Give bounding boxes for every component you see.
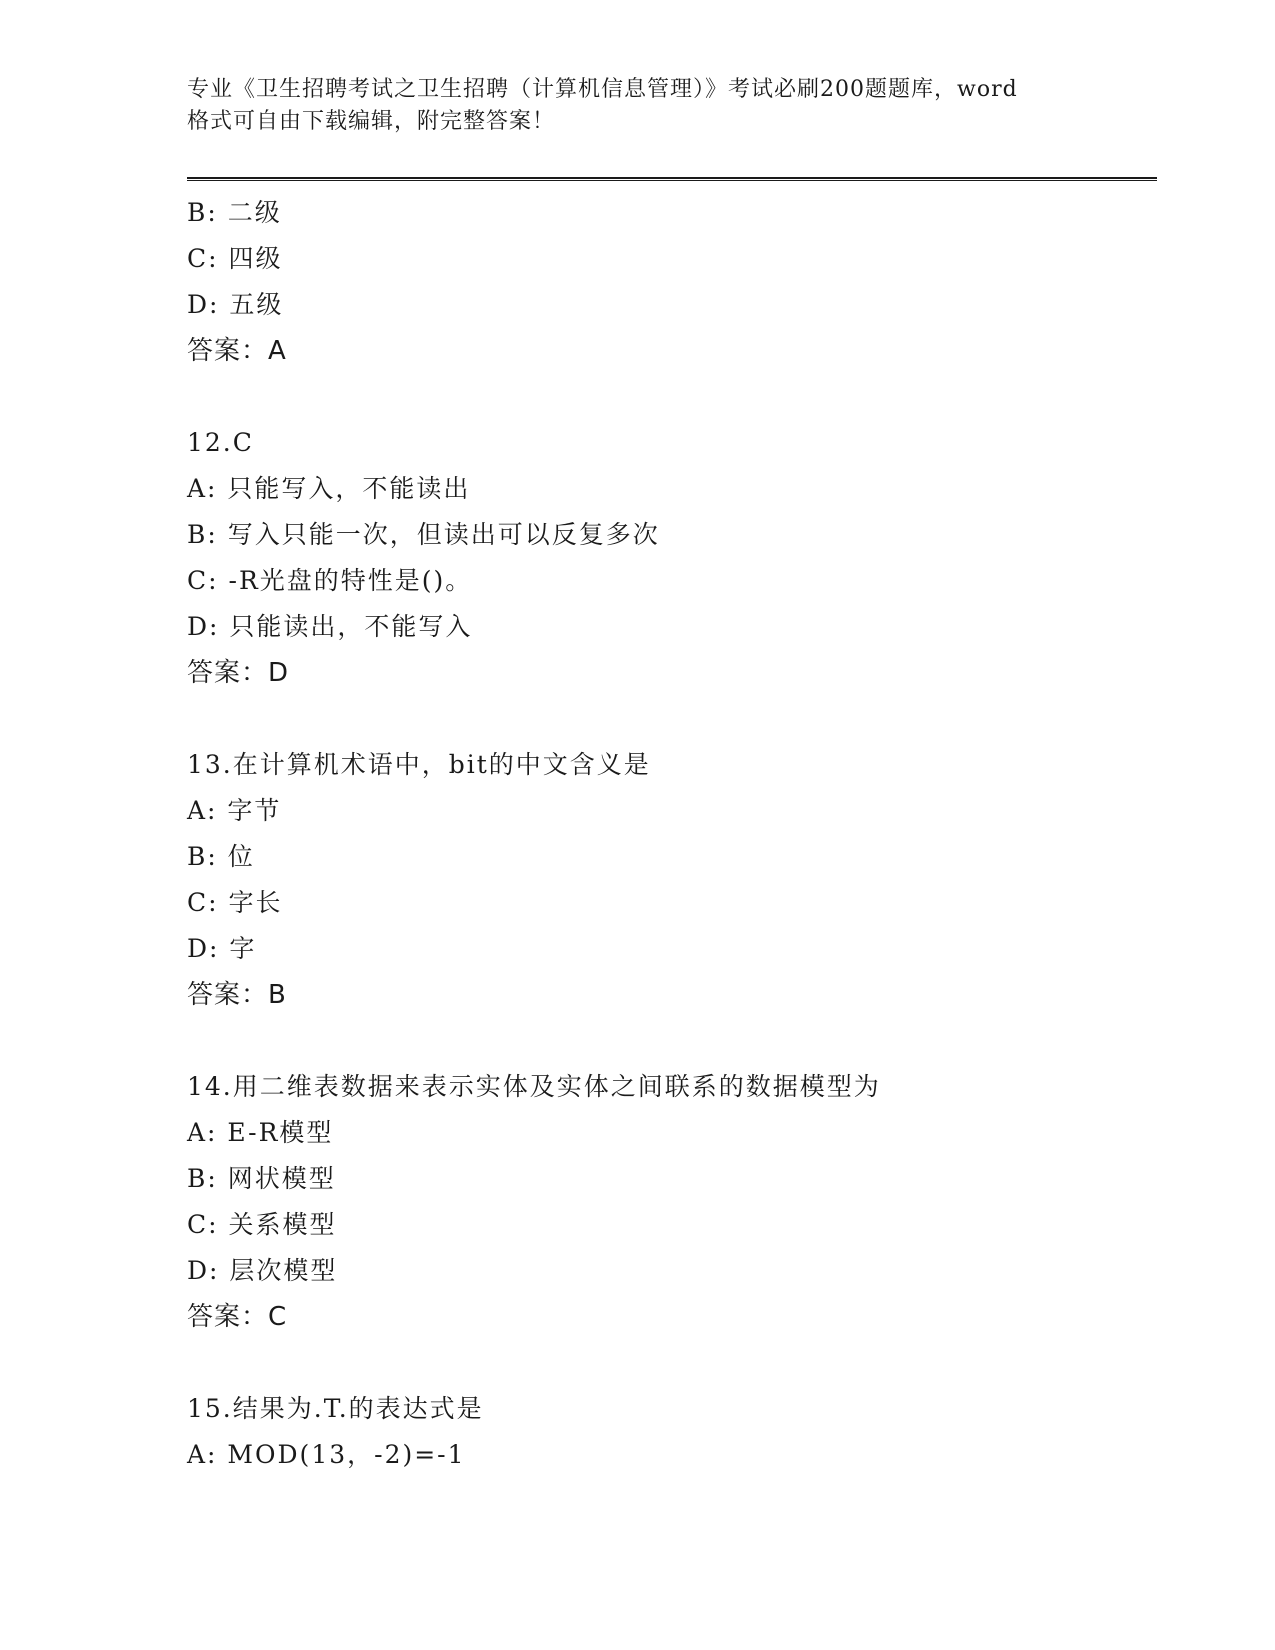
question-11-continued [187, 190, 1157, 374]
option-d: D: 只能读出，不能写入 [187, 612, 473, 641]
option-a: A: 只能写入，不能读出 [187, 474, 471, 503]
spacer [187, 696, 1157, 742]
option-d: D: 五级 [187, 290, 284, 319]
option-b: B: 二级 [187, 198, 282, 227]
spacer [187, 1018, 1157, 1064]
header-title-line-1: 专业《卫生招聘考试之卫生招聘（计算机信息管理）》考试必刷200题题库，word [187, 77, 1018, 102]
option-b: B: 网状模型 [187, 1164, 336, 1193]
question-title: 13.在计算机术语中，bit的中文含义是 [187, 750, 651, 779]
question-15 [187, 1386, 1157, 1478]
option-c: C: 四级 [187, 244, 283, 273]
answer-label: 答案：C [187, 1302, 288, 1332]
spacer [187, 374, 1157, 420]
question-title: 14.用二维表数据来表示实体及实体之间联系的数据模型为 [187, 1072, 881, 1101]
option-d: D: 字 [187, 934, 257, 963]
answer-label: 答案：B [187, 980, 287, 1010]
spacer [187, 1340, 1157, 1386]
option-a: A: MOD(13，-2)=-1 [187, 1440, 466, 1469]
header-divider [187, 177, 1157, 181]
question-12 [187, 420, 1157, 696]
question-title: 15.结果为.T.的表达式是 [187, 1394, 484, 1423]
question-13 [187, 742, 1157, 1018]
option-b: B: 写入只能一次，但读出可以反复多次 [187, 520, 660, 549]
document-body [187, 190, 1157, 1478]
question-14 [187, 1064, 1157, 1340]
answer-label: 答案：A [187, 336, 287, 366]
answer-label: 答案：D [187, 658, 290, 688]
option-a: A: E-R模型 [187, 1118, 334, 1147]
option-d: D: 层次模型 [187, 1256, 338, 1285]
option-a: A: 字节 [187, 796, 282, 825]
document-header [187, 74, 1087, 138]
question-title: 12.C [187, 428, 254, 457]
option-c: C: 关系模型 [187, 1210, 337, 1239]
option-c: C: -R光盘的特性是()。 [187, 566, 473, 595]
option-b: B: 位 [187, 842, 255, 871]
header-title-line-2: 格式可自由下载编辑，附完整答案！ [187, 109, 556, 134]
option-c: C: 字长 [187, 888, 283, 917]
